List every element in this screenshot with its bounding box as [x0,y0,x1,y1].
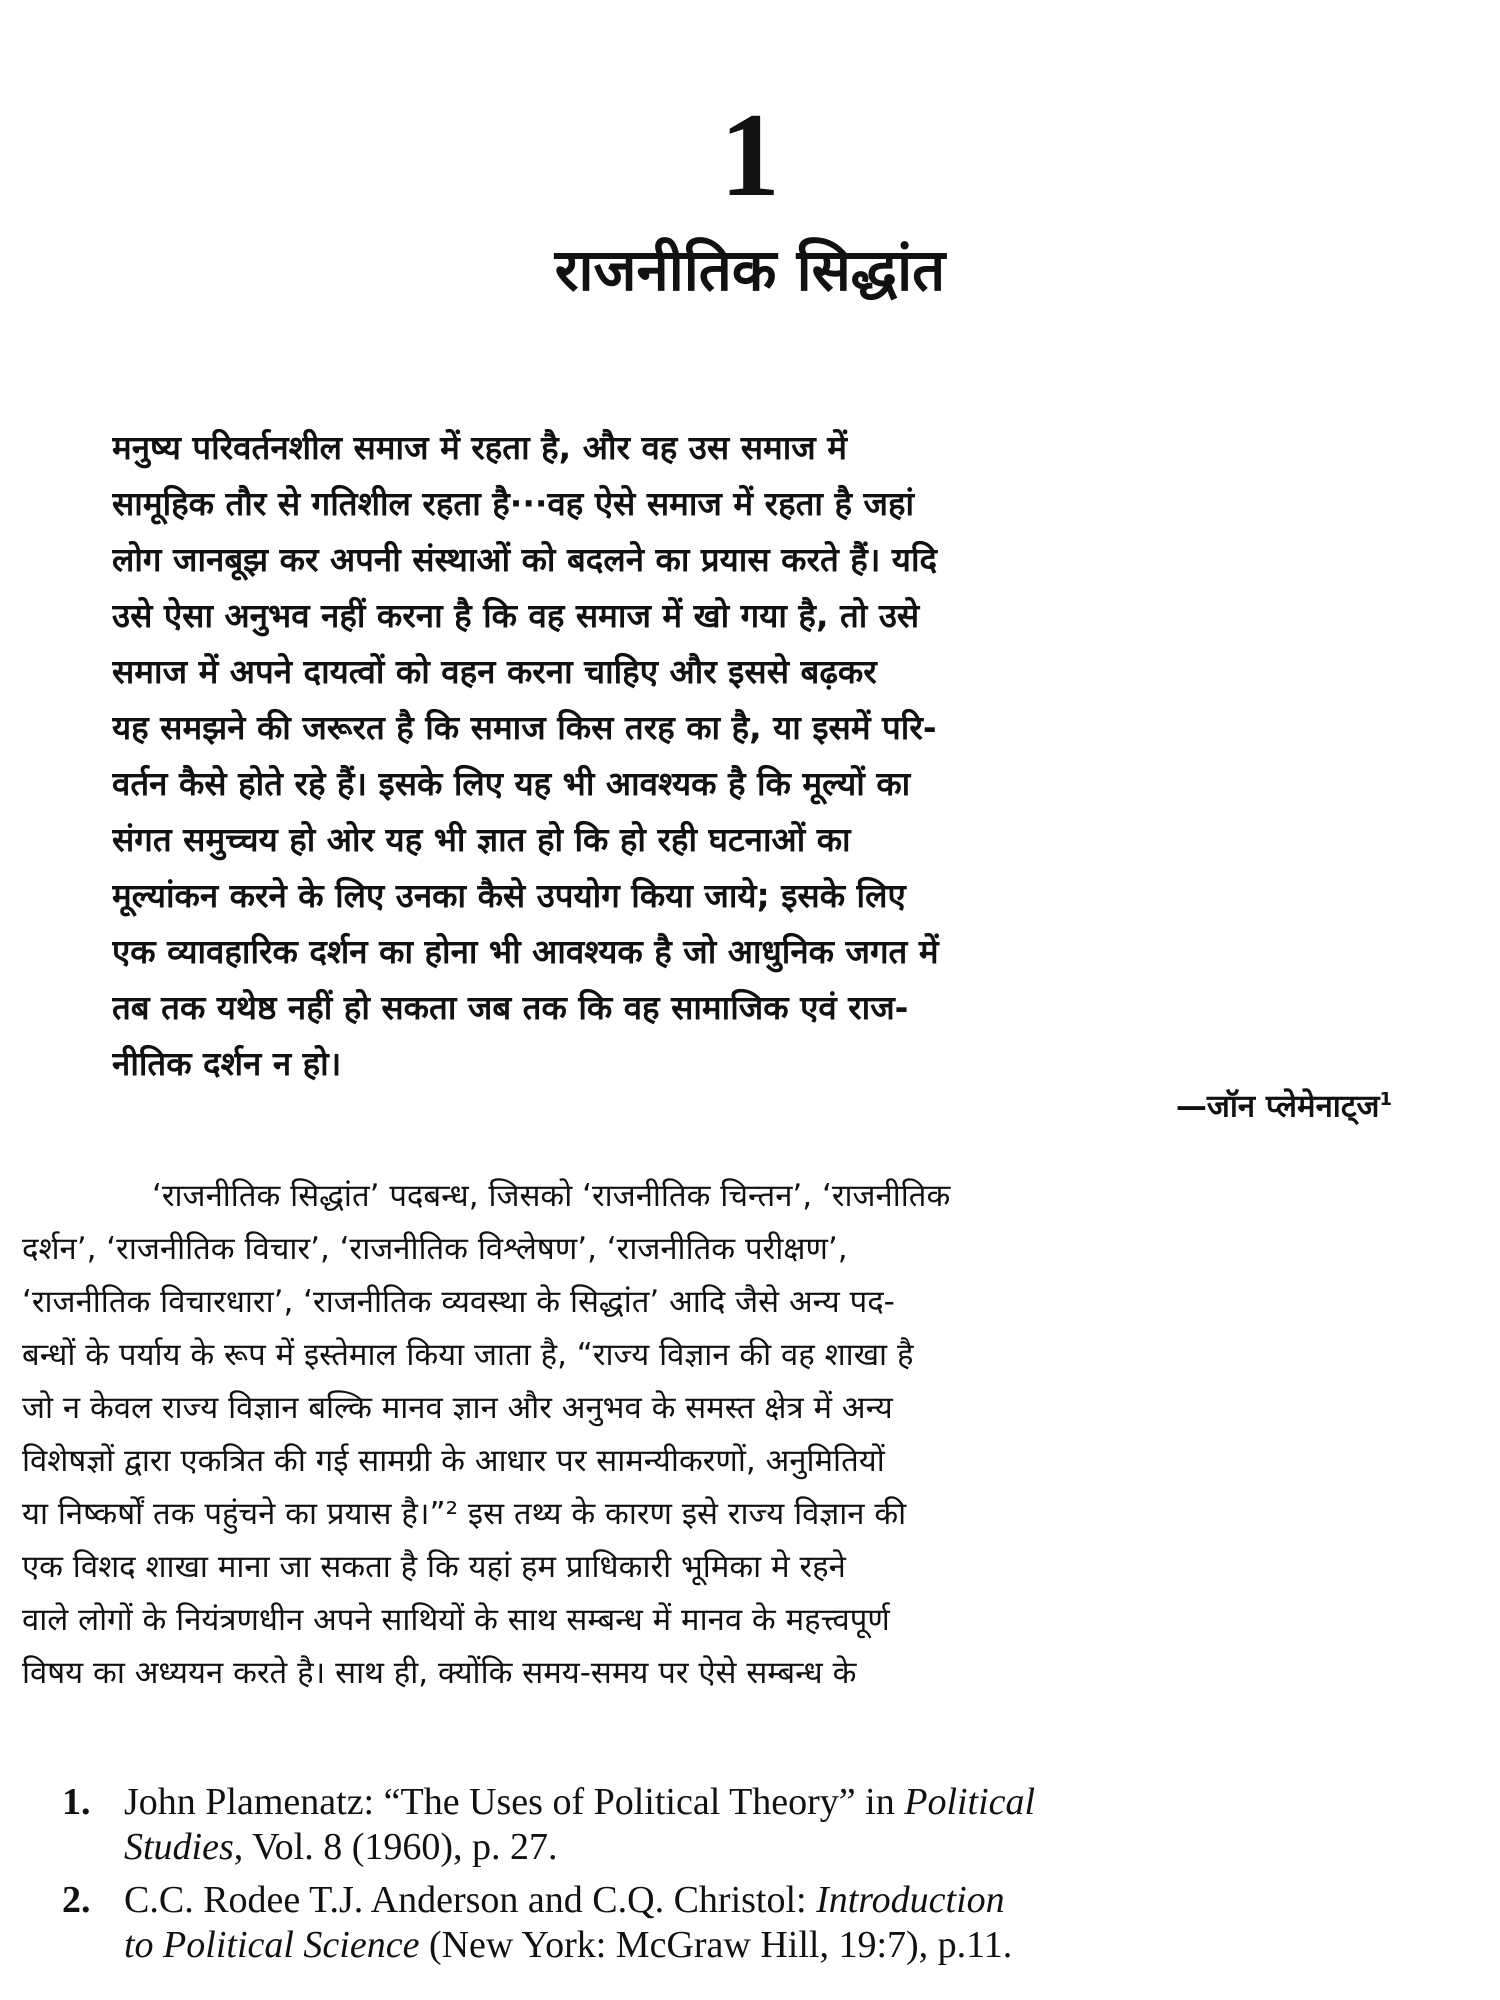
footnote-italic: Political [904,1781,1036,1823]
footnote-1 [62,1780,1482,1870]
footnote-number: 1. [62,1781,91,1823]
body-paragraph [22,1170,1484,1700]
body-line: विषय का अध्ययन करते है। साथ ही, क्योंकि समय-समय पर ऐसे सम्बन्ध के [22,1655,857,1691]
footnote-line [124,1878,1482,1923]
footnote-line [124,1923,1482,1968]
epigraph-line: वर्तन कैसे होते रहे हैं। इसके लिए यह भी आवश्यक है कि मूल्यों का [112,764,911,803]
footnote-italic: Studies [124,1826,234,1868]
body-line: विशेषज्ञों द्वारा एकत्रित की गई सामग्री के आधार पर सामन्यीकरणों, अनुमितियों [22,1443,885,1479]
chapter-number: 1 [720,88,780,221]
footnote-2 [62,1878,1482,1968]
footnote-text: John Plamenatz: “The Uses of Political Theory” in [124,1781,905,1823]
epigraph-attribution [1176,1080,1392,1126]
epigraph-line: नीतिक दर्शन न हो। [112,1044,342,1083]
epigraph-line: संगत समुच्चय हो ओर यह भी ज्ञात हो कि हो रही घटनाओं का [112,820,851,859]
footnote-italic: to Political Science [124,1924,420,1966]
body-line: ‘राजनीतिक विचारधारा’, ‘राजनीतिक व्यवस्था के सिद्धांत’ आदि जैसे अन्य पद- [22,1284,895,1320]
footnote-number: 2. [62,1879,91,1921]
epigraph-line: लोग जानबूझ कर अपनी संस्थाओं को बदलने का प्रयास करते हैं। यदि [112,540,938,579]
body-line: बन्धों के पर्याय के रूप में इस्तेमाल किया जाता है, “राज्य विज्ञान की वह शाखा है [22,1337,914,1373]
body-line: ‘राजनीतिक सिद्धांत’ पदबन्ध, जिसको ‘राजनीतिक चिन्तन’, ‘राजनीतिक [152,1178,951,1214]
body-line: जो न केवल राज्य विज्ञान बल्कि मानव ज्ञान और अनुभव के समस्त क्षेत्र में अन्य [22,1390,893,1426]
epigraph-line: उसे ऐसा अनुभव नहीं करना है कि वह समाज में खो गया है, तो उसे [112,596,920,635]
epigraph-line: सामूहिक तौर से गतिशील रहता है···वह ऐसे समाज में रहता है जहां [112,484,915,523]
epigraph-line: मूल्यांकन करने के लिए उनका कैसे उपयोग किया जाये; इसके लिए [112,876,906,915]
body-line: या निष्कर्षों तक पहुंचने का प्रयास है।”² इस तथ्य के कारण इसे राज्य विज्ञान की [22,1496,907,1532]
body-line: वाले लोगों के नियंत्रणधीन अपने साथियों के साथ सम्बन्ध में मानव के महत्त्वपूर्ण [22,1602,890,1638]
footnote-line [124,1825,1482,1870]
footnote-text: (New York: McGraw Hill, 19:7), p.11. [419,1924,1013,1966]
footnote-ref-1: 1 [1379,1089,1392,1110]
epigraph-line: तब तक यथेष्ठ नहीं हो सकता जब तक कि वह सामाजिक एवं राज- [112,988,909,1027]
chapter-title: राजनीतिक सिद्धांत [554,236,946,304]
epigraph-line: यह समझने की जरूरत है कि समाज किस तरह का है, या इसमें परि- [112,708,937,747]
body-line: दर्शन’, ‘राजनीतिक विचार’, ‘राजनीतिक विश्लेषण’, ‘राजनीतिक परीक्षण’, [22,1231,848,1267]
footnote-text: , Vol. 8 (1960), p. 27. [233,1826,558,1868]
footnote-italic: Introduction [816,1879,1005,1921]
body-line: एक विशद शाखा माना जा सकता है कि यहां हम प्राधिकारी भूमिका मे रहने [22,1549,846,1585]
epigraph-line: मनुष्य परिवर्तनशील समाज में रहता है, और वह उस समाज में [112,428,847,467]
epigraph-line: एक व्यावहारिक दर्शन का होना भी आवश्यक है जो आधुनिक जगत में [112,932,939,971]
footnote-text: C.C. Rodee T.J. Anderson and C.Q. Christol: [124,1879,817,1921]
attribution-author: —जॉन प्लेमेनाट्ज [1175,1088,1380,1125]
footnotes [62,1780,1482,1976]
footnote-line [124,1780,1482,1825]
epigraph-line: समाज में अपने दायत्वों को वहन करना चाहिए और इससे बढ़कर [112,652,877,691]
epigraph-quote [112,420,1380,1092]
